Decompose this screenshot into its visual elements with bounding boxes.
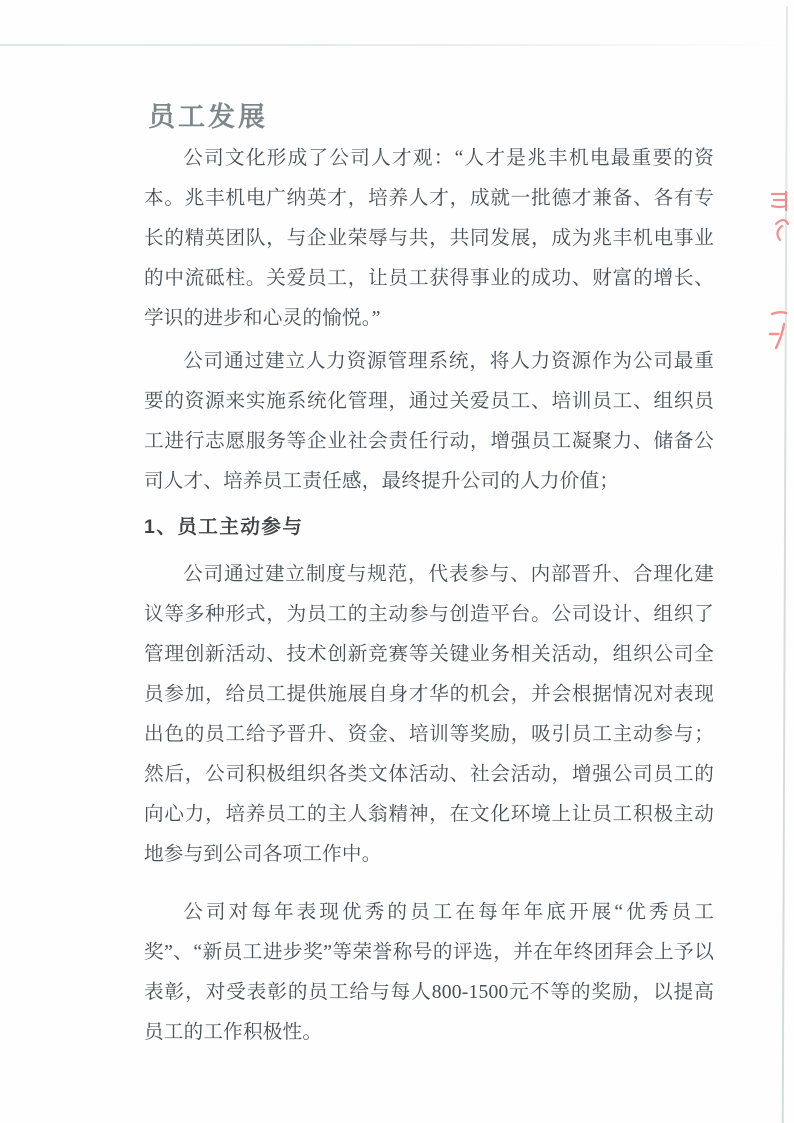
intro-paragraph-2: 公司通过建立人力资源管理系统，将人力资源作为公司最重要的资源来实施系统化管理，通过关爱员工、培训员工、组织员工进行志愿服务等企业社会责任行动，增强员工凝聚力、储备公司人才、培养员工责任感，最终提升公司的人力价值； [144, 351, 714, 492]
red-handwriting-annotation-icon [764, 190, 792, 248]
section-heading-employee-participation: 1、员工主动参与 [144, 516, 304, 538]
section-paragraph-2: 公司对每年表现优秀的员工在每年年底开展“优秀员工奖”、“新员工进步奖”等荣誉称号的评选，并在年终团拜会上予以表彰，对受表彰的员工给与每人800-1500元不等的奖励，以提高员工的工作积极性。 [144, 902, 714, 1043]
scan-page-edge-line [782, 6, 788, 1123]
document-content [144, 0, 714, 1053]
page-title: 员工发展 [148, 102, 268, 132]
red-dash-annotation-icon [758, 308, 788, 352]
intro-paragraph-1: 公司文化形成了公司人才观：“人才是兆丰机电最重要的资本。兆丰机电广纳英才，培养人才，成就一批德才兼备、各有专长的精英团队，与企业荣辱与共，共同发展，成为兆丰机电事业的中流砥柱。关爱员工，让员工获得事业的成功、财富的增长、学识的进步和心灵的愉悦。” [144, 148, 714, 329]
section-paragraph-1: 公司通过建立制度与规范，代表参与、内部晋升、合理化建议等多种形式，为员工的主动参与创造平台。公司设计、组织了管理创新活动、技术创新竞赛等关键业务相关活动，组织公司全员参加，给员工提供施展自身才华的机会，并会根据情况对表现出色的员工给予晋升、资金、培训等奖励，吸引员工主动参与；然后，公司积极组织各类文体活动、社会活动，增强公司员工的向心力，培养员工的主人翁精神，在文化环境上让员工积极主动地参与到公司各项工作中。 [144, 564, 714, 865]
